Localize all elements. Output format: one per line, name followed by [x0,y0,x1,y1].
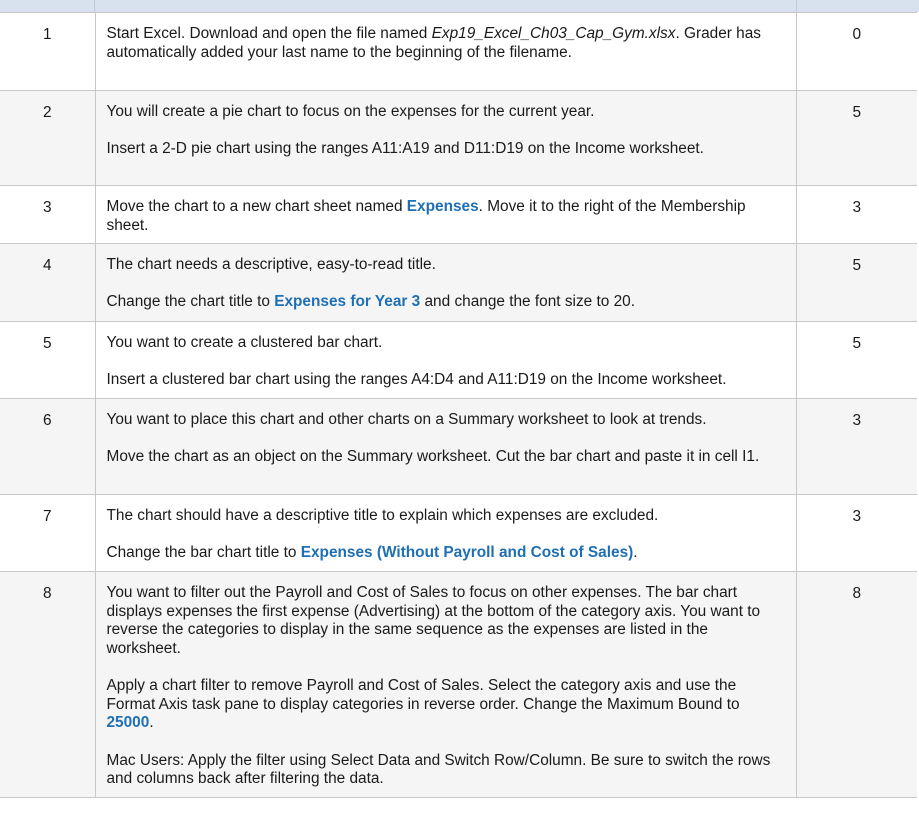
table-row [0,186,917,244]
instruction-text: The chart should have a descriptive title to explain which expenses are excluded. [106,507,659,525]
table-row [0,495,917,572]
header-divider [796,0,797,12]
instruction-paragraph [107,334,784,353]
instruction-paragraph [107,198,784,235]
step-points: 3 [796,186,917,244]
table-row [0,322,917,399]
step-number: 5 [0,322,95,399]
instruction-text: The chart needs a descriptive, easy-to-read title. [106,256,436,274]
instruction-text: You want to create a clustered bar chart. [106,334,383,352]
highlighted-value: Expenses (Without Payroll and Cost of Sales) [300,544,634,562]
step-points: 3 [796,399,917,495]
instruction-text: and change the font size to 20. [420,293,635,311]
table-header-strip [0,0,919,12]
instruction-text: Start Excel. Download and open the file named [106,25,432,42]
highlighted-value: Expenses for Year 3 [274,293,421,311]
instruction-paragraph [107,584,784,658]
instruction-text: . Move it to the right of the Membership sheet. [106,198,746,234]
step-points: 3 [796,495,917,572]
step-number: 2 [0,91,95,186]
instruction-paragraph [107,293,784,312]
instruction-text: You want to filter out the Payroll and Cost of Sales to focus on other expenses. The bar chart displays expenses the first expense (Advertising) at the bottom of the category axis. You want to reverse the categories to display in the same sequence as the expenses are listed in the worksheet. [106,584,761,657]
step-number: 3 [0,186,95,244]
instruction-paragraph [107,256,784,275]
step-number: 7 [0,495,95,572]
instruction-paragraph [107,140,784,159]
instruction-text: . Grader has automatically added your last name to the beginning of the filename. [106,25,761,61]
instruction-text: You want to place this chart and other charts on a Summary worksheet to look at trends. [106,411,707,429]
instruction-text: Move the chart as an object on the Summary worksheet. Cut the bar chart and paste it in cell I1. [106,448,760,466]
table-row [0,399,917,495]
instruction-paragraph [107,25,784,62]
step-instructions [95,186,796,244]
step-number: 4 [0,244,95,322]
instruction-text: Insert a 2-D pie chart using the ranges A11:A19 and D11:D19 on the Income worksheet. [106,140,704,158]
instruction-paragraph [107,448,784,467]
instruction-text: . [633,544,638,562]
step-instructions [95,495,796,572]
instruction-text: Apply a chart filter to remove Payroll and Cost of Sales. Select the category axis and use the Format Axis task pane to display categories in reverse order. Change the Maximum Bound to [106,677,740,713]
file-name: Exp19_Excel_Ch03_Cap_Gym.xlsx [431,25,676,42]
step-number: 6 [0,399,95,495]
step-instructions [95,572,796,798]
table-row [0,91,917,186]
step-points: 5 [796,322,917,399]
instruction-text: Insert a clustered bar chart using the ranges A4:D4 and A11:D19 on the Income worksheet. [106,371,727,389]
instruction-text: Change the chart title to [106,293,275,311]
step-points: 8 [796,572,917,798]
table-row [0,244,917,322]
highlighted-value: 25000 [106,714,150,732]
step-points: 0 [796,13,917,91]
step-instructions [95,13,796,91]
instruction-paragraph [107,544,784,563]
step-points: 5 [796,244,917,322]
step-instructions [95,322,796,399]
header-divider [94,0,95,12]
instruction-paragraph [107,507,784,526]
instruction-paragraph [107,371,784,390]
step-instructions [95,91,796,186]
instructions-table-body [0,13,917,798]
instructions-table [0,12,917,798]
table-row [0,13,917,91]
step-instructions [95,399,796,495]
instruction-paragraph [107,103,784,122]
instruction-paragraph [107,411,784,430]
step-number: 1 [0,13,95,91]
step-number: 8 [0,572,95,798]
instruction-text: You will create a pie chart to focus on the expenses for the current year. [106,103,595,120]
instruction-paragraph [107,677,784,733]
instruction-text: . [149,714,154,732]
instruction-text: Mac Users: Apply the filter using Select Data and Switch Row/Column. Be sure to switch the rows and columns back after filtering the data. [106,751,771,788]
highlighted-value: Expenses [406,198,479,215]
instruction-text: Change the bar chart title to [106,544,301,562]
table-row [0,572,917,798]
step-instructions [95,244,796,322]
instruction-text: Move the chart to a new chart sheet named [106,198,407,215]
step-points: 5 [796,91,917,186]
instruction-paragraph [107,752,784,789]
